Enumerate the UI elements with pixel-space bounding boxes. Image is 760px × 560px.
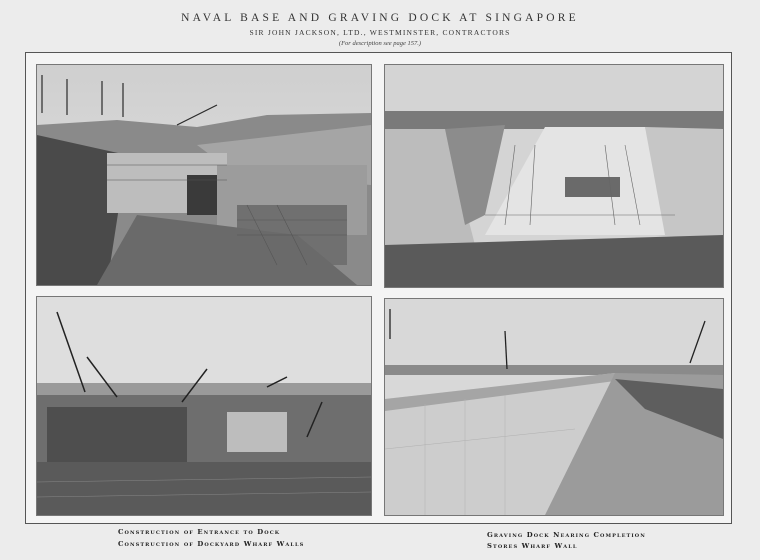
page-subtitle: SIR JOHN JACKSON, LTD., WESTMINSTER, CONTRACTORS [249, 28, 511, 37]
dock-photo-icon [385, 65, 723, 287]
photo-entrance-to-dock [36, 64, 372, 286]
cranes-photo-icon [37, 297, 371, 515]
caption-left-2: Construction of Dockyard Wharf Walls [118, 540, 305, 548]
page-title: NAVAL BASE AND GRAVING DOCK AT SINGAPORE [181, 12, 579, 24]
caption-left-1: Construction of Entrance to Dock [118, 528, 281, 536]
photo-dockyard-wharf-walls [36, 296, 372, 516]
page-note: (For description see page 157.) [338, 40, 422, 47]
wharf-wall-photo-icon [385, 299, 723, 515]
caption-right-1: Graving Dock Nearing Completion [487, 531, 646, 539]
photo-stores-wharf-wall [384, 298, 724, 516]
photo-graving-dock [384, 64, 724, 288]
caption-right-2: Stores Wharf Wall [487, 542, 578, 550]
construction-photo-icon [37, 65, 371, 285]
